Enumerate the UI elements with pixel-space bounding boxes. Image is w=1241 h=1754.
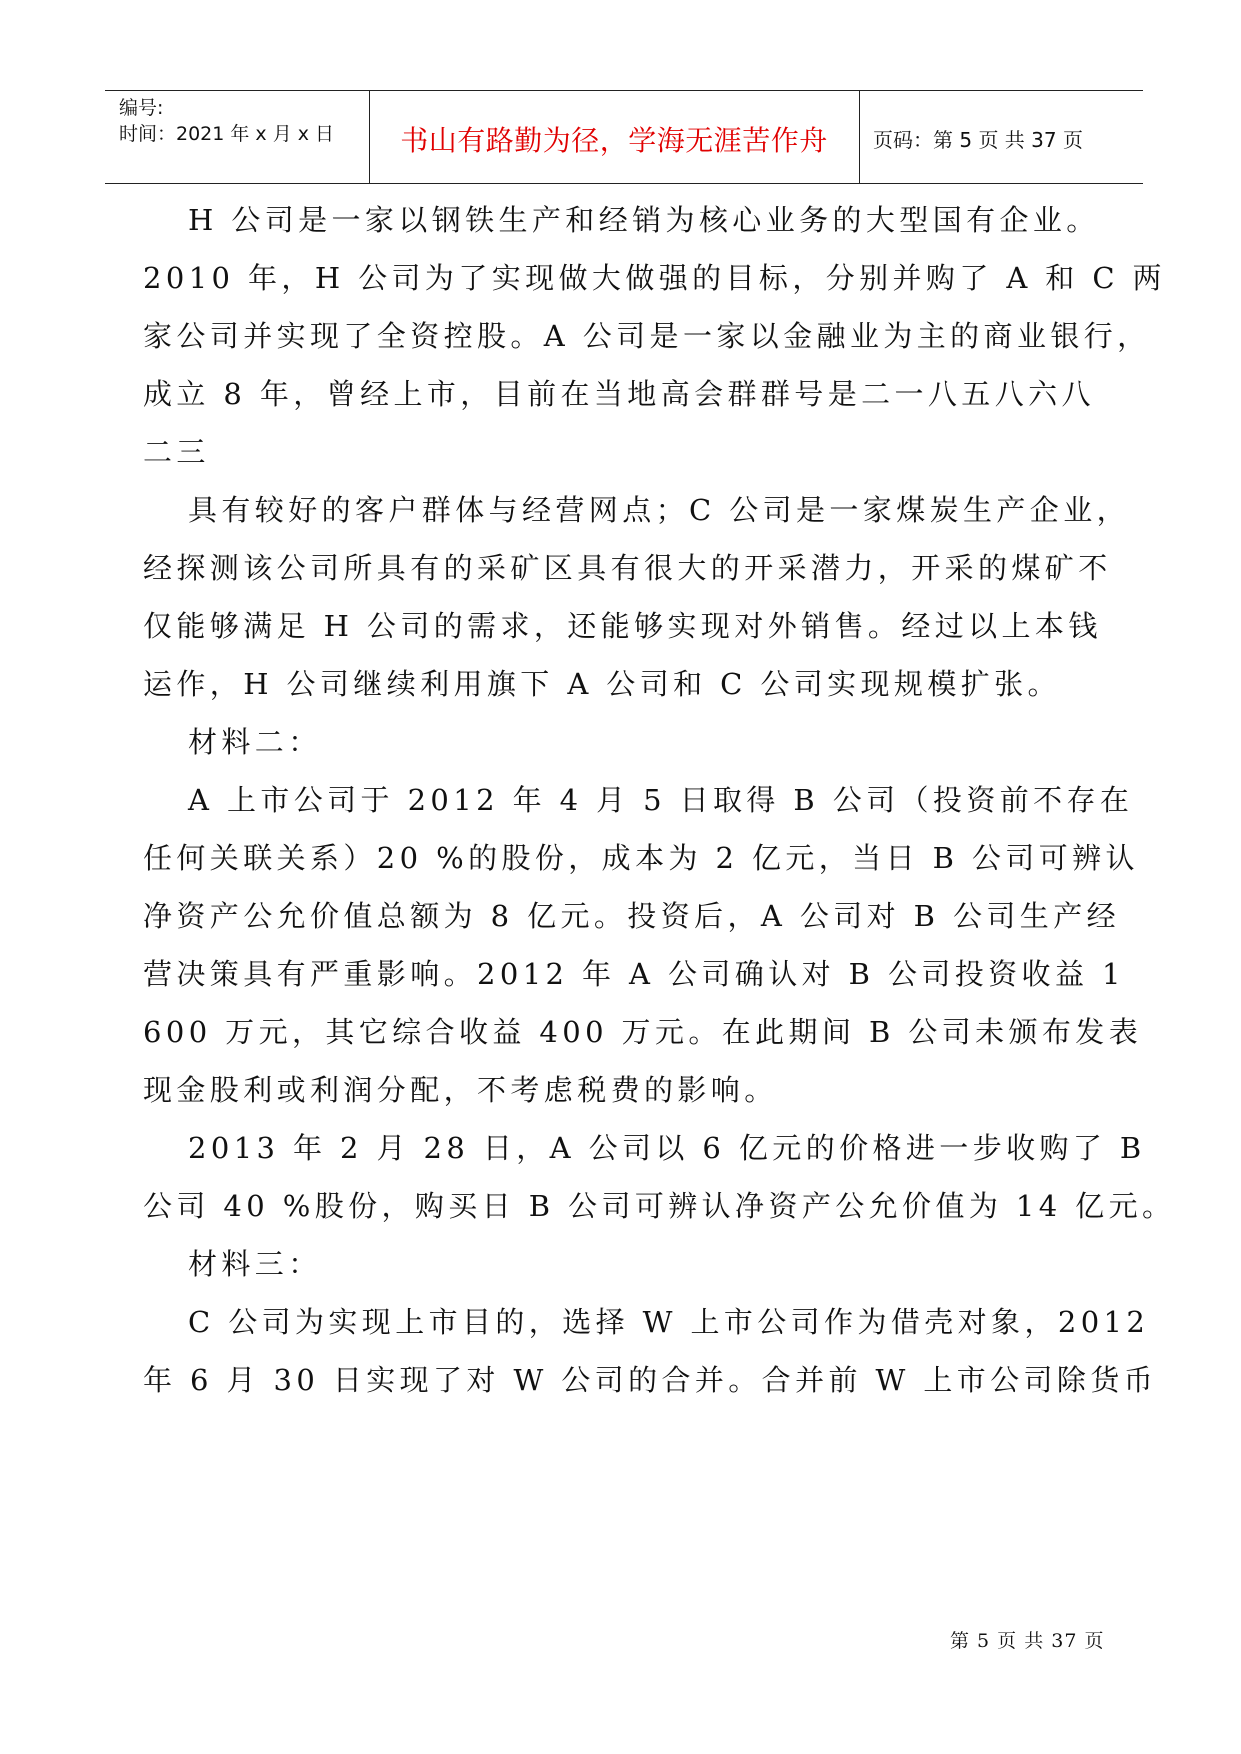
text-line: 公司 40 %股份，购买日 B 公司可辨认净资产公允价值为 14 亿元。 xyxy=(143,1189,1176,1223)
header-meta-cell xyxy=(105,91,370,183)
text-line: 年 6 月 30 日实现了对 W 公司的合并。合并前 W 上市公司除货币 xyxy=(143,1363,1158,1397)
text-line: 2010 年，H 公司为了实现做大做强的目标，分别并购了 A 和 C 两 xyxy=(143,261,1166,295)
text-line: 2013 年 2 月 28 日，A 公司以 6 亿元的价格进一步收购了 B xyxy=(188,1131,1146,1165)
header-page-number: 页码：第 5 页 共 37 页 xyxy=(873,128,1083,152)
text-line: 净资产公允价值总额为 8 亿元。投资后，A 公司对 B 公司生产经 xyxy=(143,899,1120,933)
text-line: 营决策具有严重影响。2012 年 A 公司确认对 B 公司投资收益 1 xyxy=(143,957,1125,991)
text-line: 600 万元，其它综合收益 400 万元。在此期间 B 公司未颁布发表 xyxy=(143,1015,1143,1049)
page-footer: 第 5 页 共 37 页 xyxy=(950,1630,1105,1652)
text-line: A 上市公司于 2012 年 4 月 5 日取得 B 公司（投资前不存在 xyxy=(188,783,1134,817)
text-line: 仅能够满足 H 公司的需求，还能够实现对外销售。经过以上本钱 xyxy=(143,609,1102,643)
document-time-label: 时间：2021 年 x 月 x 日 xyxy=(119,123,335,145)
text-line: C 公司为实现上市目的，选择 W 上市公司作为借壳对象，2012 xyxy=(188,1305,1150,1339)
text-line: 运作，H 公司继续利用旗下 A 公司和 C 公司实现规模扩张。 xyxy=(143,667,1061,701)
page-header xyxy=(105,90,1143,184)
header-motto: 书山有路勤为径，学海无涯苦作舟 xyxy=(400,124,828,157)
document-number-label: 编号: xyxy=(119,97,164,119)
header-motto-cell xyxy=(369,91,860,183)
section-heading: 材料三： xyxy=(188,1247,322,1281)
text-line: 二三 xyxy=(143,435,210,469)
text-line: 具有较好的客户群体与经营网点；C 公司是一家煤炭生产企业， xyxy=(188,493,1131,527)
text-line: 任何关联关系）20 %的股份，成本为 2 亿元，当日 B 公司可辨认 xyxy=(143,841,1139,875)
text-line: 家公司并实现了全资控股。A 公司是一家以金融业为主的商业银行， xyxy=(143,319,1151,353)
text-line: H 公司是一家以钢铁生产和经销为核心业务的大型国有企业。 xyxy=(188,203,1100,237)
text-line: 经探测该公司所具有的采矿区具有很大的开采潜力，开采的煤矿不 xyxy=(143,551,1112,585)
text-line: 现金股利或利润分配，不考虑税费的影响。 xyxy=(143,1073,778,1107)
header-page-cell xyxy=(859,91,1143,183)
section-heading: 材料二： xyxy=(188,725,322,759)
text-line: 成立 8 年，曾经上市，目前在当地高会群群号是二一八五八六八 xyxy=(143,377,1095,411)
